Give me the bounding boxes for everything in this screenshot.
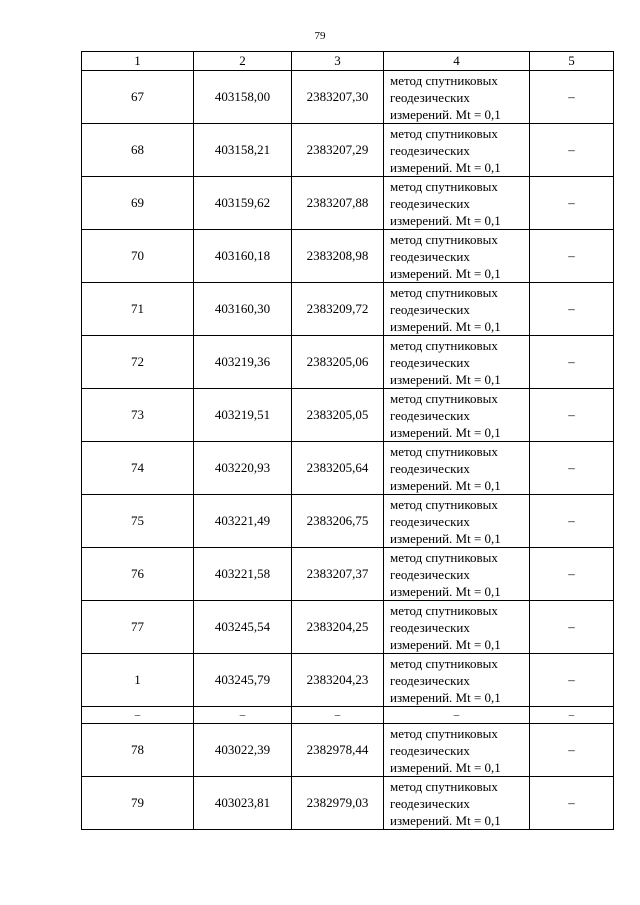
y-coordinate-cell: 2383204,23 — [292, 654, 384, 707]
method-line: метод спутниковых — [390, 125, 498, 141]
separator-cell: – — [194, 707, 292, 724]
header-cell: 1 — [82, 52, 194, 71]
method-line: измерений. Mt = 0,1 — [390, 477, 501, 493]
note-cell: – — [530, 389, 614, 442]
header-row — [82, 52, 614, 71]
table-row — [82, 548, 614, 601]
table-row — [82, 283, 614, 336]
point-number-cell: 70 — [82, 230, 194, 283]
y-coordinate-cell: 2382979,03 — [292, 777, 384, 830]
method-cell — [384, 71, 530, 124]
x-coordinate-cell: 403219,51 — [194, 389, 292, 442]
method-line: измерений. Mt = 0,1 — [390, 636, 501, 652]
method-line: метод спутниковых — [390, 602, 498, 618]
point-number-cell: 77 — [82, 601, 194, 654]
table-body — [82, 71, 614, 830]
method-line: геодезических — [390, 672, 470, 688]
method-line: метод спутниковых — [390, 778, 498, 794]
method-line: геодезических — [390, 248, 470, 264]
point-number-cell: 68 — [82, 124, 194, 177]
y-coordinate-cell: 2383206,75 — [292, 495, 384, 548]
method-line: измерений. Mt = 0,1 — [390, 265, 501, 281]
table-row — [82, 777, 614, 830]
coordinates-table — [81, 51, 614, 830]
point-number-cell: 69 — [82, 177, 194, 230]
point-number-cell: 79 — [82, 777, 194, 830]
y-coordinate-cell: 2383208,98 — [292, 230, 384, 283]
point-number-cell: 74 — [82, 442, 194, 495]
note-cell: – — [530, 724, 614, 777]
table-row — [82, 71, 614, 124]
method-line: метод спутниковых — [390, 337, 498, 353]
method-line: измерений. Mt = 0,1 — [390, 812, 501, 828]
method-cell — [384, 389, 530, 442]
method-cell — [384, 124, 530, 177]
method-cell — [384, 548, 530, 601]
method-line: измерений. Mt = 0,1 — [390, 424, 501, 440]
method-cell — [384, 230, 530, 283]
table-row — [82, 336, 614, 389]
method-line: геодезических — [390, 354, 470, 370]
note-cell: – — [530, 283, 614, 336]
method-line: геодезических — [390, 619, 470, 635]
method-line: измерений. Mt = 0,1 — [390, 159, 501, 175]
table-row — [82, 724, 614, 777]
note-cell: – — [530, 654, 614, 707]
y-coordinate-cell: 2383205,06 — [292, 336, 384, 389]
method-line: измерений. Mt = 0,1 — [390, 371, 501, 387]
x-coordinate-cell: 403221,49 — [194, 495, 292, 548]
method-line: метод спутниковых — [390, 178, 498, 194]
method-cell — [384, 724, 530, 777]
table-row — [82, 389, 614, 442]
method-line: геодезических — [390, 89, 470, 105]
y-coordinate-cell: 2383205,05 — [292, 389, 384, 442]
method-line: метод спутниковых — [390, 443, 498, 459]
method-line: метод спутниковых — [390, 655, 498, 671]
note-cell: – — [530, 230, 614, 283]
x-coordinate-cell: 403160,30 — [194, 283, 292, 336]
method-line: геодезических — [390, 795, 470, 811]
header-cell: 3 — [292, 52, 384, 71]
y-coordinate-cell: 2383207,88 — [292, 177, 384, 230]
table-row — [82, 601, 614, 654]
method-line: метод спутниковых — [390, 390, 498, 406]
method-cell — [384, 777, 530, 830]
separator-row — [82, 707, 614, 724]
method-line: измерений. Mt = 0,1 — [390, 689, 501, 705]
table-row — [82, 495, 614, 548]
y-coordinate-cell: 2383205,64 — [292, 442, 384, 495]
point-number-cell: 72 — [82, 336, 194, 389]
method-line: метод спутниковых — [390, 496, 498, 512]
x-coordinate-cell: 403245,79 — [194, 654, 292, 707]
table-row — [82, 177, 614, 230]
method-line: геодезических — [390, 513, 470, 529]
header-cell: 5 — [530, 52, 614, 71]
method-cell — [384, 283, 530, 336]
method-cell — [384, 654, 530, 707]
header-cell: 2 — [194, 52, 292, 71]
note-cell: – — [530, 336, 614, 389]
header-cell: 4 — [384, 52, 530, 71]
x-coordinate-cell: 403023,81 — [194, 777, 292, 830]
method-line: метод спутниковых — [390, 72, 498, 88]
method-cell — [384, 336, 530, 389]
x-coordinate-cell: 403219,36 — [194, 336, 292, 389]
x-coordinate-cell: 403220,93 — [194, 442, 292, 495]
separator-cell: – — [530, 707, 614, 724]
page-number: 79 — [314, 30, 326, 42]
method-cell — [384, 177, 530, 230]
point-number-cell: 67 — [82, 71, 194, 124]
note-cell: – — [530, 495, 614, 548]
y-coordinate-cell: 2383207,29 — [292, 124, 384, 177]
method-line: измерений. Mt = 0,1 — [390, 318, 501, 334]
method-line: метод спутниковых — [390, 231, 498, 247]
x-coordinate-cell: 403160,18 — [194, 230, 292, 283]
point-number-cell: 1 — [82, 654, 194, 707]
separator-cell: – — [82, 707, 194, 724]
method-line: измерений. Mt = 0,1 — [390, 530, 501, 546]
method-line: метод спутниковых — [390, 284, 498, 300]
note-cell: – — [530, 177, 614, 230]
point-number-cell: 73 — [82, 389, 194, 442]
y-coordinate-cell: 2383207,30 — [292, 71, 384, 124]
table-row — [82, 230, 614, 283]
note-cell: – — [530, 548, 614, 601]
x-coordinate-cell: 403158,21 — [194, 124, 292, 177]
point-number-cell: 76 — [82, 548, 194, 601]
table-row — [82, 124, 614, 177]
y-coordinate-cell: 2383207,37 — [292, 548, 384, 601]
separator-cell: – — [292, 707, 384, 724]
table-row — [82, 442, 614, 495]
method-line: геодезических — [390, 566, 470, 582]
method-line: геодезических — [390, 742, 470, 758]
method-line: геодезических — [390, 460, 470, 476]
method-line: геодезических — [390, 142, 470, 158]
method-line: геодезических — [390, 407, 470, 423]
x-coordinate-cell: 403245,54 — [194, 601, 292, 654]
method-line: геодезических — [390, 195, 470, 211]
table-row — [82, 654, 614, 707]
note-cell: – — [530, 777, 614, 830]
point-number-cell: 75 — [82, 495, 194, 548]
separator-cell: – — [384, 707, 530, 724]
note-cell: – — [530, 124, 614, 177]
method-line: измерений. Mt = 0,1 — [390, 106, 501, 122]
method-cell — [384, 442, 530, 495]
method-cell — [384, 495, 530, 548]
y-coordinate-cell: 2383204,25 — [292, 601, 384, 654]
method-line: геодезических — [390, 301, 470, 317]
point-number-cell: 71 — [82, 283, 194, 336]
method-line: измерений. Mt = 0,1 — [390, 583, 501, 599]
note-cell: – — [530, 71, 614, 124]
method-cell — [384, 601, 530, 654]
method-line: метод спутниковых — [390, 549, 498, 565]
method-line: измерений. Mt = 0,1 — [390, 212, 501, 228]
method-line: измерений. Mt = 0,1 — [390, 759, 501, 775]
x-coordinate-cell: 403022,39 — [194, 724, 292, 777]
y-coordinate-cell: 2383209,72 — [292, 283, 384, 336]
x-coordinate-cell: 403158,00 — [194, 71, 292, 124]
note-cell: – — [530, 442, 614, 495]
point-number-cell: 78 — [82, 724, 194, 777]
x-coordinate-cell: 403221,58 — [194, 548, 292, 601]
note-cell: – — [530, 601, 614, 654]
y-coordinate-cell: 2382978,44 — [292, 724, 384, 777]
x-coordinate-cell: 403159,62 — [194, 177, 292, 230]
method-line: метод спутниковых — [390, 725, 498, 741]
